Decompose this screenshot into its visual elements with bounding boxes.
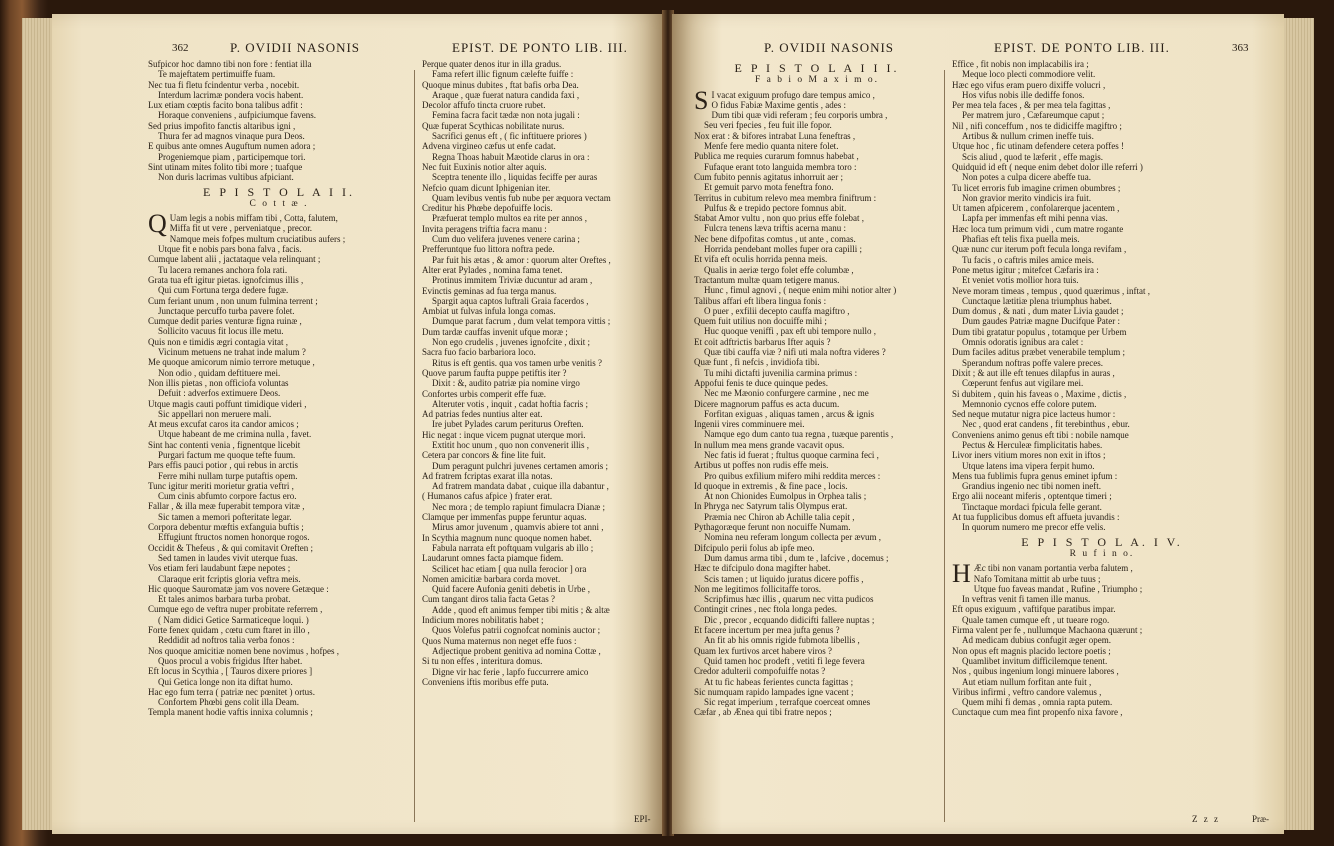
verse-line: Sic appellari non meruere mali.	[158, 408, 272, 419]
verse-line: Utque habeant de me crimina nulla , favet.	[158, 429, 312, 440]
verse-line: Cumque ego de veftra nuper probitate referrem ,	[148, 604, 323, 615]
verse-line: ( Nam didici Getice Sarmaticeque loqui. )	[158, 614, 309, 625]
verse-line: Cæfar , ab Ænea qui tibi fratre nepos ;	[694, 707, 832, 718]
verse-line: Sic tamen a memori pofteritate legar.	[158, 511, 292, 522]
verse-line: Quæ tibi cauffa viæ ? nifi uti mala noftra videres ?	[704, 347, 886, 358]
verse-line: At tua fupplicibus domus eft affueta juvandis :	[952, 512, 1120, 523]
verse-line: Miffa fit ut vere , perveniatque , precor.	[169, 223, 313, 234]
verse-line: Phafias eft telis fixa puella meis.	[962, 234, 1080, 245]
running-head-left: P. OVIDII NASONIS	[230, 40, 361, 55]
verse-line: Nec tua fi fletu fcindentur verba , nocebit.	[148, 79, 300, 90]
verse-line: Dum faciles aditus præbet venerabile templum ;	[952, 347, 1125, 358]
verse-line: Non me legitimos follicitaffe toros.	[694, 583, 822, 594]
verse-line: Hæc loca tum primum vidi , cum matre rogante	[952, 223, 1124, 234]
verse-line: Sacrifici genus eft , ( fic inftituere priores )	[432, 131, 587, 142]
verse-line: Alter erat Pylades , nomina fama tenet.	[422, 264, 563, 275]
right-page	[672, 14, 1284, 834]
verse-line: Per matrem juro , Cæfareumque caput ;	[962, 110, 1105, 121]
verse-line: Pro quibus exfilium mifero mihi reddita merces :	[704, 470, 881, 481]
verse-line: Ritus is eft gentis. qua vos tamen urbe venitis ?	[432, 357, 602, 368]
verse-line: Difcipulo perii folus ab ipfe meo.	[694, 542, 815, 553]
verse-line: Alteruter votis , inquit , cadat hoftia facris ;	[432, 398, 588, 409]
verse-line: Scilicet hac etiam [ qua nulla ferocior ] ora	[432, 563, 587, 574]
verse-line: Cœperunt fenfus aut vigilare mei.	[962, 378, 1084, 389]
verse-line: Stabat Amor vultu , non quo prius effe folebat ,	[694, 213, 865, 224]
epistola-addressee: F a b i o M a x i m o.	[755, 75, 879, 86]
verse-line: Dum domus , & nati , dum mater Livia gaudet ;	[952, 306, 1124, 317]
verse-line: I vacat exiguum profugo dare tempus amico ,	[711, 89, 875, 100]
verse-line: Quamlibet invitum difficilemque tenent.	[962, 655, 1108, 666]
verse-line: Pars effis pauci potior , qui rebus in arctis	[148, 460, 299, 471]
verse-line: Hac ego fum terra ( patriæ nec pœnitet ) ortus.	[148, 686, 315, 697]
verse-line: Nefcio quam dicunt Iphigenian iter.	[422, 182, 551, 193]
verse-line: Grandius ingenio nec tibi nomen ineft.	[962, 481, 1101, 492]
left-page	[52, 14, 664, 834]
verse-line: Horrida pendebant molles fuper ora capilli ;	[704, 244, 862, 255]
verse-line: Non gravior merito vindicis ira fuit.	[962, 192, 1091, 203]
verse-line: Ingenii vires comminuere mei.	[694, 419, 805, 430]
verse-line: Et veniet votis mollior hora tuis.	[962, 275, 1079, 286]
verse-line: Horaque conveniens , aufpiciumque favens.	[158, 110, 316, 121]
verse-line: Nomina neu referam longum collecta per ævum ,	[704, 532, 881, 543]
verse-line: Et vifa eft oculis horrida penna meis.	[694, 254, 828, 265]
epistola-addressee: C o t t æ .	[249, 198, 309, 209]
verse-line: Fallar , & illa meæ fuperabit tempora vitæ ,	[148, 501, 305, 512]
verse-line: Nec fuit Euxinis notior alter aquis.	[422, 161, 547, 172]
verse-line: Scripfimus hæc illis , quarum nec vitta pudicos	[704, 594, 874, 605]
verse-line: Femina facra facit tædæ non nota jugali :	[432, 110, 580, 121]
verse-line: Sceptra tenente illo , liquidas feciffe per auras	[432, 172, 598, 183]
verse-line: Nec , quod erat candens , fit terebinthus , ebur.	[962, 419, 1130, 430]
verse-line: Dum tibi quæ vidi referam ; feu corporis umbra ,	[711, 110, 888, 121]
verse-line: Lapfa per immenfas eft mihi penna vias.	[962, 213, 1108, 224]
verse-line: Artibus ut poffes non rudis effe meis.	[694, 460, 829, 471]
verse-line: Laudarunt omnes facta piamque fidem.	[422, 553, 564, 564]
verse-line: Clamque per immenfas puppe feruntur aquas.	[422, 512, 587, 523]
verse-line: Adde , quod eft animus femper tibi mitis ; & altæ	[432, 604, 610, 615]
verse-line: Eft locus in Scythia , [ Tauros dixere priores ]	[148, 666, 313, 677]
verse-line: Omnis odoratis ignibus ara calet :	[962, 337, 1084, 348]
verse-line: Forfitan exiguas , aliquas tamen , arcus & ignis	[704, 408, 874, 419]
verse-line: Interdum lacrimæ pondera vocis habent.	[158, 89, 304, 100]
verse-line: Par fuit his ætas , & amor : quorum alter Oreftes ,	[432, 254, 611, 265]
verse-line: Utque hoc , fic utinam defendere cetera poffes !	[952, 141, 1125, 152]
verse-line: Sint utinam mites folito tibi more ; tuafque	[148, 161, 303, 172]
verse-line: Decolor affufo tincta cruore rubet.	[422, 100, 546, 111]
verse-line: Nos quoque amicitiæ nomen bene novimus , hofpes ,	[148, 645, 339, 656]
verse-line: Me quoque amicorum nimio terrore metuque ,	[148, 357, 315, 368]
verse-line: Præmia nec Chiron ab Achille talia cepit ,	[704, 511, 855, 522]
verse-line: An fit ab his omnis rigide fubmota libellis ,	[704, 635, 860, 646]
verse-line: Cunctaque lætitiæ plena triumphus habet.	[962, 295, 1112, 306]
verse-line: Scis tamen ; ut liquido juratus dicere poffis ,	[704, 573, 864, 584]
verse-line: Sperandum noftras poffe valere preces.	[962, 357, 1104, 368]
verse-line: Forte fenex quidam , cœtu cum ftaret in illo ,	[148, 625, 310, 636]
drop-cap: S	[694, 85, 709, 115]
verse-line: Quæ nunc cur iterum poft fecula longa revifam ,	[952, 244, 1127, 255]
verse-line: Viribus infirmi , veftro candore valemus ,	[952, 686, 1102, 697]
verse-line: Tinctaque mordaci fpicula felle gerant.	[962, 501, 1102, 512]
verse-line: In Scythia magnum nunc quoque nomen habet.	[422, 532, 592, 543]
verse-line: Confortes urbis comperit effe fuæ.	[422, 388, 547, 399]
epistola-title: E P I S T O L A I I I.	[734, 61, 900, 75]
verse-line: Fabula narrata eft poftquam vulgaris ab illo ;	[432, 542, 594, 553]
verse-line: Dicere magnorum paffus es acta ducum.	[694, 398, 840, 409]
verse-line: In veftras venit fi tamen ille manus.	[962, 594, 1091, 605]
verse-line: Utque fuo faveas mandat , Rufine , Triumpho ;	[973, 583, 1143, 594]
poem-lines	[148, 59, 410, 183]
verse-line: Ferre mihi nullam turpe putaftis opem.	[158, 470, 298, 481]
verse-line: Adjectique probent genitiva ad nomina Cottæ ,	[432, 645, 601, 656]
verse-line: Perque quater denos itur in illa gradus.	[422, 59, 562, 69]
verse-line: Nox erat : & bifores intrabat Luna feneftras ,	[694, 130, 856, 141]
verse-line: Sic regat imperium , terrafque coerceat omnes	[704, 697, 871, 708]
drop-cap: H	[952, 559, 971, 589]
verse-line: Scis aliud , quod te læferit , effe magis.	[962, 151, 1104, 162]
verse-line: Advena virgineo cæfus ut enfe cadat.	[422, 141, 556, 152]
verse-line: Pectus & Herculeæ fimplicitatis habes.	[962, 439, 1103, 450]
verse-line: Fama refert illic fignum cælefte fuiffe :	[432, 69, 574, 80]
verse-line: Cum feriant unum , non unum fulmina terrent ;	[148, 295, 318, 306]
verse-line: Utque fit e nobis pars bona falva , facis.	[158, 244, 302, 255]
verse-line: Ad patrias fedes nuntius alter eat.	[422, 409, 543, 420]
drop-cap: Q	[148, 209, 167, 239]
verse-line: Ergo alii noceant miferis , optentque timeri ;	[952, 491, 1112, 502]
verse-line: Aut etiam nullum forfitan ante fuit ,	[962, 676, 1092, 687]
verse-line: Namque ego dum canto tua regna , tuæque parentis ,	[704, 429, 894, 440]
verse-line: Effice , fit nobis non implacabilis ira ;	[952, 59, 1089, 69]
verse-line: Tu lacera remanes anchora fola rati.	[158, 264, 288, 275]
running-head-right: EPIST. DE PONTO LIB. III.	[994, 40, 1170, 55]
verse-line: In quorum numero me precor effe velis.	[962, 522, 1106, 533]
verse-line: Quid facere Aufonia geniti debetis in Urbe ,	[432, 584, 590, 595]
verse-line: Quam levibus ventis fub nube per æquora vectam	[432, 192, 611, 203]
verse-line: Ut tamen afpicerem , confolarerque jacentem ,	[952, 203, 1120, 214]
catchword: Præ-	[1252, 814, 1270, 824]
verse-line: Et tales animos barbara turba probat.	[158, 594, 291, 605]
verse-line: Quem fuit utilius non docuiffe mihi ;	[694, 316, 827, 327]
poem-lines	[148, 209, 410, 718]
verse-line: Dum damus arma tibi , dum te , lafcive , docemus ;	[704, 552, 889, 563]
running-head-right: EPIST. DE PONTO LIB. III.	[452, 40, 628, 55]
verse-line: Protinus immitem Triviæ ducuntur ad aram ,	[432, 275, 593, 286]
verse-line: Vicinum metuens ne trahat inde malum ?	[158, 347, 306, 358]
verse-line: Dum peragunt pulchri juvenes certamen amoris ;	[432, 460, 608, 471]
verse-line: Grata tua eft igitur pietas. ignofcimus illis ,	[148, 274, 304, 285]
verse-line: Fufaque erant toto languida membra toro :	[704, 161, 857, 172]
verse-line: Quoque minus dubites , ftat bafis orba Dea.	[422, 79, 579, 90]
verse-line: Confortem Phœbi gens colit illa Deam.	[158, 697, 299, 708]
verse-line: Conveniens iftis moribus effe puta.	[422, 676, 549, 687]
verse-line: Non duris lacrimas vultibus afpiciant.	[158, 172, 294, 183]
verse-line: In Phryga nec Satyrum talis Olympus erat.	[694, 501, 848, 512]
verse-line: Credor adulterii compofuiffe notas ?	[694, 666, 826, 677]
verse-line: Mirus amor juvenum , quamvis abiere tot anni ,	[432, 522, 604, 533]
verse-line: Cum tangant diros talia facta Getas ?	[422, 594, 555, 605]
verse-line: Nafo Tomitana mittit ab urbe tuus ;	[973, 573, 1101, 584]
column-rule	[944, 70, 945, 822]
verse-line: Regna Thoas habuit Mæotide clarus in ora :	[432, 151, 590, 162]
verse-line: Thura fer ad magnos vinaque pura Deos.	[158, 131, 305, 142]
epistola-addressee-2: R u f i n o.	[1069, 548, 1135, 559]
verse-line: Cum cinis abfumto corpore factus ero.	[158, 491, 297, 502]
verse-line: Nos , quibus ingenium longi minuere labores ,	[952, 666, 1119, 677]
verse-line: Utque latens ima vipera ferpit humo.	[962, 460, 1095, 471]
verse-line: Quæ funt , fi nefcis , invidiofa tibi.	[694, 357, 820, 368]
running-head-left: P. OVIDII NASONIS	[764, 40, 895, 55]
left-fore-edge	[22, 18, 52, 830]
verse-line: Sed neque mutatur nigra pice lacteus humor :	[952, 409, 1116, 420]
verse-line: Tractantum multæ quam tetigere manus.	[694, 274, 840, 285]
verse-line: Sed prius impofito fanctis altaribus igni ,	[148, 120, 296, 131]
verse-line: Pulfus & e trepido pectore fomnus abit.	[704, 202, 847, 213]
verse-line: Sufpicor hoc damno tibi non fore : fentiat illa	[148, 59, 312, 69]
verse-line: Hos vifus nobis ille dediffe fonos.	[962, 89, 1085, 100]
verse-line: Tu facis , o caftris miles amice meis.	[962, 254, 1094, 265]
verse-line: Nec bene difpofitas comtus , ut ante , comas.	[694, 233, 856, 244]
verse-line: Qui cum Fortuna terga dedere fugæ.	[158, 285, 289, 296]
verse-line: Creditur his Phœbe depofuiffe locis.	[422, 203, 553, 214]
verse-line: Utque magis cauti poffunt timidique videri ,	[148, 398, 307, 409]
verse-line: Sacra fuo facio barbariora loco.	[422, 347, 536, 358]
verse-line: Mens tua fublimis fupra genus eminet ipfum :	[952, 470, 1118, 481]
verse-line: Hæc ego vifus eram puero dixiffe volucri ,	[952, 79, 1106, 90]
verse-line: Artibus & nullum crimen ineffe tuis.	[962, 131, 1094, 142]
verse-line: Nil , nifi conceffum , nos te didiciffe magiftro ;	[952, 120, 1122, 131]
verse-line: Ire jubet Pylades carum periturus Oreften.	[432, 419, 584, 430]
verse-line: Junctaque percuffo turba pavere folet.	[158, 305, 295, 316]
verse-line: Præfuerat templo multos ea rite per annos ,	[432, 213, 587, 224]
epistola-title-2: E P I S T O L A. I V.	[1021, 534, 1183, 549]
verse-line: Claraque erit fcriptis gloria veftra meis.	[158, 573, 301, 584]
verse-line: Dic , precor , ecquando didicifti fallere nuptas ;	[704, 614, 875, 625]
verse-line: Uam legis a nobis miffam tibi , Cotta, falutem,	[169, 213, 338, 224]
right-column-1	[694, 59, 940, 718]
verse-line: Dixit ; & aut ille eft tenues dilapfus in auras ,	[952, 367, 1115, 378]
verse-line: In nullum mea mens grande vacavit opus.	[694, 439, 845, 450]
verse-line: O fidus Fabiæ Maxime gentis , ades :	[711, 99, 846, 110]
verse-line: Memnonio cycnos effe colore putem.	[962, 398, 1097, 409]
verse-line: Cum duo velifera juvenes venere carina ;	[432, 234, 580, 245]
verse-line: Firma valent per fe , nullumque Machaona quærunt ;	[952, 625, 1143, 636]
signature-mark: Z z z	[1192, 814, 1220, 824]
poem-lines	[952, 559, 1252, 718]
verse-line: Dixit : &, audito patriæ pia nomine virgo	[432, 378, 580, 389]
left-column-1	[148, 59, 410, 718]
verse-line: Id quoque in extremis , & fine pace , locis.	[694, 480, 848, 491]
verse-line: Et coit adftrictis barbarus Ifter aquis ?	[694, 336, 831, 347]
page-number: 363	[1232, 42, 1249, 54]
verse-line: Non odio , quidam deftituere mei.	[158, 367, 281, 378]
verse-line: Effugiunt ftructos nomen honorque rogos.	[158, 532, 310, 543]
verse-line: Indicium mores nobilitatis habet ;	[422, 615, 544, 626]
poem-lines	[952, 59, 1252, 533]
verse-line: Extitit hoc unum , quo non convenerit illis ,	[432, 439, 589, 450]
verse-line: Cetera par concors & fine lite fuit.	[422, 450, 546, 461]
verse-line: Cunctaque cum mea fint propenfo nixa favore ,	[952, 707, 1123, 718]
verse-line: Cumque dedit paries venturæ figna ruinæ ,	[148, 316, 302, 327]
verse-line: Quæ fuperat Scythicas nobilitate nurus.	[422, 120, 565, 131]
verse-line: Quem mihi fi demas , omnia rapta putem.	[962, 697, 1113, 708]
verse-line: ( Humanos cafus afpice ) frater erat.	[422, 491, 553, 502]
column-rule	[414, 70, 415, 822]
verse-line: At tu fic habeas ferientes cuncta fagittas ;	[704, 676, 854, 687]
verse-line: Tunc igitur meriti morietur gratia veftri ,	[148, 480, 294, 491]
verse-line: Namque meis fofpes multum cruciatibus aufers ;	[169, 233, 346, 244]
verse-line: Publica me requies curarum fomnus habebat ,	[694, 151, 859, 162]
verse-line: Sed tamen in laudes vivit uterque fuas.	[158, 552, 298, 563]
verse-line: Nec fatis id fuerat ; ftultus quoque carmina feci ,	[704, 449, 879, 460]
verse-line: Te majeftatem pertimuiffe fuam.	[158, 69, 276, 80]
verse-line: Dum tardæ cauffas invenit ufque moræ ;	[422, 326, 568, 337]
verse-line: Appofui fenis te duce quinque pedes.	[694, 377, 828, 388]
verse-line: Non illis pietas , non officiofa voluntas	[148, 377, 289, 388]
verse-line: O puer , exfilii decepto cauffa magiftro ,	[704, 305, 850, 316]
verse-line: Neve moram timeas , tempus , quod quærimus , inftat ,	[952, 285, 1150, 296]
verse-line: Quove parum faufta puppe petiftis iter ?	[422, 367, 567, 378]
verse-line: At non Chionides Eumolpus in Orphea talis ;	[704, 491, 867, 502]
verse-line: Evinctis geminas ad fua terga manus.	[422, 285, 557, 296]
verse-line: Lux etiam cœptis facito bona talibus adfit :	[148, 100, 303, 111]
verse-line: Hæc te difcipulo dona magifter habet.	[694, 563, 831, 574]
verse-line: Non ego crudelis , juvenes ignofcite , dixit ;	[432, 337, 590, 348]
verse-line: Hic quoque Sauromatæ jam vos novere Getæque :	[148, 583, 329, 594]
verse-line: Territus in cubitum relevo mea membra finiftrum :	[694, 192, 877, 203]
verse-line: Qui Getica longe non ita diftat humo.	[158, 676, 293, 687]
verse-line: Digne vir hac ferie , lapfo fuccurrere amico	[432, 666, 589, 677]
verse-line: Sint hac contenti venia , fignentque licebit	[148, 439, 301, 450]
verse-line: Hic negat : inque vicem pugnat uterque mori.	[422, 429, 586, 440]
verse-line: Seu veri fpecies , feu fuit ille fopor.	[704, 120, 832, 131]
verse-line: Quidquid id eft ( neque enim debet dolor ille referri )	[952, 161, 1143, 172]
verse-line: Sollicito vacuus fit locus ille metu.	[158, 326, 284, 337]
verse-line: Qualis in aeriæ tergo folet effe columbæ ,	[704, 264, 854, 275]
verse-line: Dum tibi gratatur populus , totamque per Urbem	[952, 326, 1127, 337]
verse-line: Si dubitem , quin his faveas o , Maxime , dictis ,	[952, 388, 1127, 399]
verse-line: Livor iners vitium mores non exit in iftos ;	[952, 450, 1106, 461]
right-column-2	[952, 59, 1252, 718]
verse-line: Spargit aqua captos luftrali Graia facerdos ,	[432, 295, 589, 306]
verse-line: Nomen amicitiæ barbara corda movet.	[422, 573, 561, 584]
verse-line: Dum gaudes Patriæ magne Ducifque Pater :	[962, 316, 1120, 327]
verse-line: Cum fubito pennis agitatus inhorruit aer ;	[694, 171, 843, 182]
verse-line: Defuit : adverfos extimuere Deos.	[158, 388, 281, 399]
verse-line: Ad fratrem mandata dabat , cuique illa dabantur ,	[432, 481, 609, 492]
verse-line: Nec me Mæonio confurgere carmine , nec me	[704, 388, 869, 399]
verse-line: Quos Numa maternus non neget effe fuos :	[422, 635, 577, 646]
verse-line: Tu licet erroris fub imagine crimen obumbres ;	[952, 182, 1121, 193]
verse-line: Sic numquam rapido lampades igne vacent ;	[694, 686, 854, 697]
verse-line: Pone metus igitur ; mitefcet Cæfaris ira :	[952, 264, 1099, 275]
verse-line: Corpora debentur mœftis exfanguia buftis ;	[148, 522, 304, 533]
catchword: EPI-	[634, 814, 651, 824]
verse-line: Pythagoræque ferunt non nocuiffe Numam.	[694, 522, 851, 533]
verse-line: Araque , quæ fuerat natura candida faxi ,	[432, 89, 580, 100]
page-number: 362	[172, 42, 189, 54]
verse-line: Quos procul a vobis frigidus Ifter habet.	[158, 655, 303, 666]
verse-line: Progeniemque piam , participemque tori.	[158, 151, 306, 162]
verse-line: Meque loco plecti commodiore velit.	[962, 69, 1096, 80]
verse-line: Conveniens animo genus eft tibi : nobile namque	[952, 429, 1129, 440]
verse-line: Fulcra tenens læva triftis acerna manu :	[704, 223, 846, 234]
left-column-2	[422, 59, 662, 687]
verse-line: Menfe fere medio quanta nitere folet.	[704, 141, 839, 152]
verse-line: Talibus affari eft libera lingua fonis :	[694, 295, 827, 306]
poem-lines	[694, 85, 940, 718]
verse-line: Ambiat ut fulvas infula longa comas.	[422, 306, 556, 317]
verse-line: Et gemuit parvo mota feneftra fono.	[704, 182, 834, 193]
verse-line: Templa manent hodie vaftis innixa columnis ;	[148, 707, 313, 718]
verse-line: Æc tibi non vanam portantia verba falutem ,	[973, 563, 1133, 574]
verse-line: Contingit crines , nec ftola longa pedes.	[694, 604, 837, 615]
verse-line: Tu mihi dictafti juvenilia carmina primus :	[704, 367, 858, 378]
verse-line: Dumque parat facrum , dum velat tempora vittis ;	[432, 316, 611, 327]
verse-line: Ad fratrem fcriptas exarat illa notas.	[422, 470, 553, 481]
verse-line: Invita peragens triftia facra manu :	[422, 223, 547, 234]
verse-line: Cumque labent alii , jactataque vela relinquant ;	[148, 254, 321, 265]
verse-line: Ad medicam dubius confugit æger opem.	[962, 635, 1111, 646]
verse-line: Quid tamen hoc prodeft , vetiti fi lege fevera	[704, 655, 865, 666]
verse-line: Vos etiam feri laudabunt fæpe nepotes ;	[148, 563, 291, 574]
verse-line: Occidit & Thefeus , & qui comitavit Oreften ;	[148, 542, 314, 553]
verse-line: At meus excufat caros ita candor amicos ;	[148, 419, 299, 430]
verse-line: Quis non e timidis ægri contagia vitat ,	[148, 336, 288, 347]
verse-line: Purgari factum me quoque tefte fuum.	[158, 449, 296, 460]
verse-line: Huc quoque veniffi , pax eft ubi tempore nullo ,	[704, 326, 877, 337]
verse-line: Non potes a culpa dicere abeffe tua.	[962, 172, 1092, 183]
verse-line: E quibus ante omnes Auguftum numen adora ;	[148, 141, 316, 152]
verse-line: Quale tamen cumque eft , ut tueare rogo.	[962, 614, 1110, 625]
verse-line: Nec mora ; de templo rapiunt fimulacra Dianæ ;	[432, 501, 605, 512]
verse-line: Hunc , fimul agnovi , ( neque enim mihi notior alter )	[704, 285, 897, 296]
verse-line: Eft opus exiguum , vaftifque paratibus impar.	[952, 604, 1116, 615]
verse-line: Non opus eft magnis placido lectore poetis ;	[952, 645, 1111, 656]
verse-line: Et facere incertum per mea jufta genus ?	[694, 625, 840, 636]
verse-line: Reddidit ad noftros talia verba fonos :	[158, 635, 295, 646]
verse-line: Quam lex furtivos arcet habere viros ?	[694, 645, 832, 656]
epistola-title: E P I S T O L A I I.	[202, 184, 355, 199]
verse-line: Si tu non effes , interitura domus.	[422, 656, 543, 667]
right-fore-edge	[1284, 18, 1314, 830]
verse-line: Quos Volefus patrii cognofcat nominis auctor ;	[432, 625, 601, 636]
verse-line: Prefferuntque fuo littora noftra pede.	[422, 244, 555, 255]
verse-line: Per mea tela faces , & per mea tela fagittas ,	[952, 100, 1111, 111]
